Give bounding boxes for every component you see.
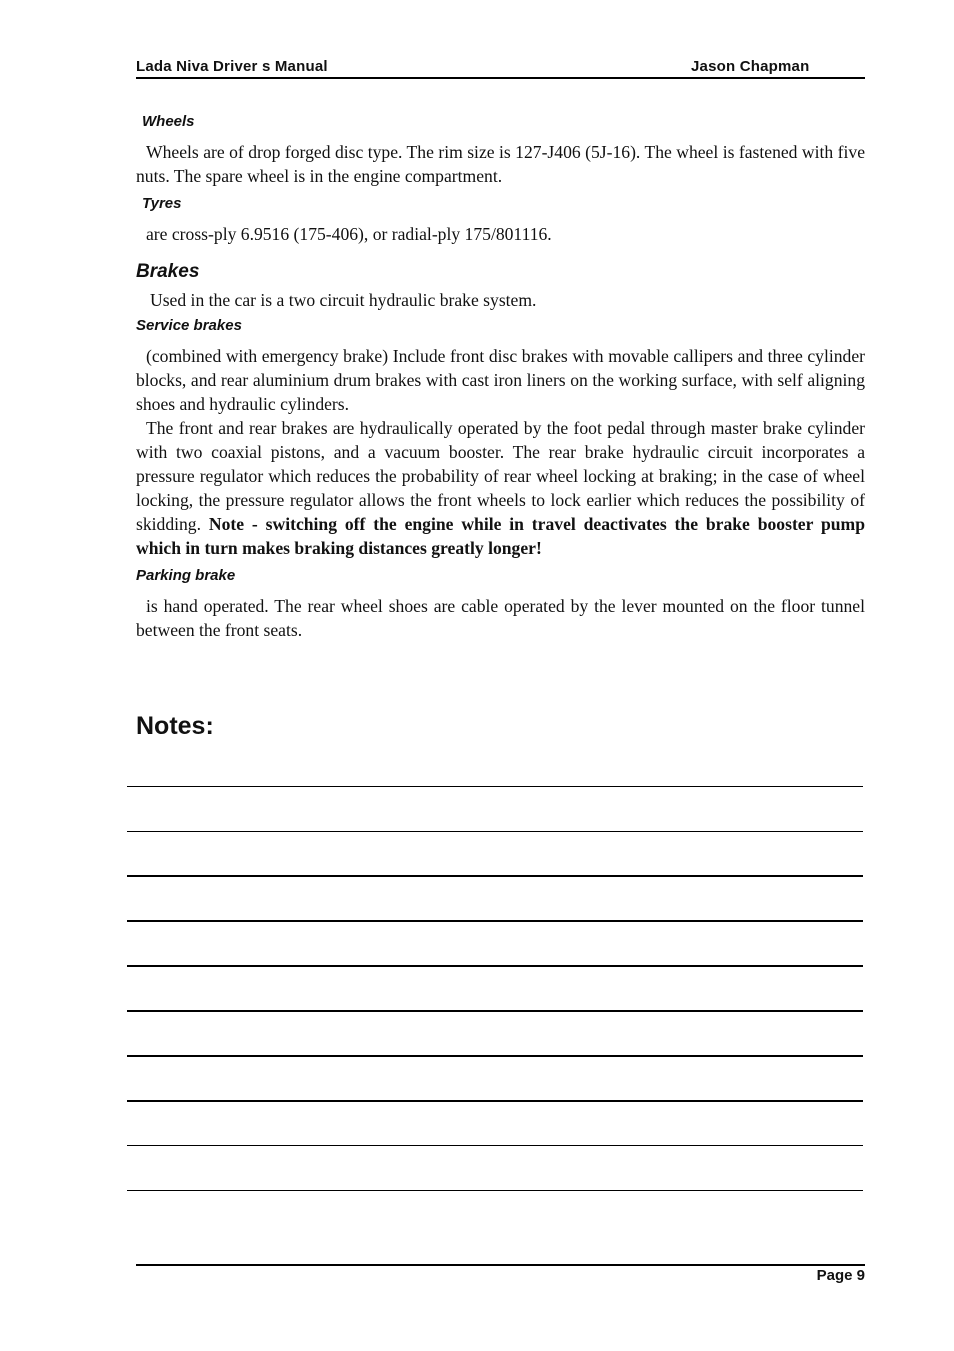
page-footer	[136, 1264, 865, 1284]
note-line	[127, 875, 863, 877]
note-line	[127, 1055, 863, 1057]
note-line	[127, 831, 863, 832]
manual-title: Lada Niva Driver s Manual	[136, 58, 328, 75]
brakes-text: Used in the car is a two circuit hydraulic brake system.	[150, 290, 537, 310]
brake-booster-note: Note - switching off the engine while in travel deactivates the brake booster pump which in turn makes braking distances greatly longer!	[136, 514, 865, 558]
note-line	[127, 786, 863, 787]
author-name: Jason Chapman	[691, 58, 810, 75]
service-brakes-para-1: (combined with emergency brake) Include front disc brakes with movable callipers and three cylinder blocks, and rear aluminium drum brakes with cast iron liners on the working surface, with self aligning shoes and hydraulic cylinders.	[136, 346, 865, 414]
brakes-heading: Brakes	[136, 261, 200, 282]
page-content	[136, 112, 865, 642]
page-header	[136, 57, 865, 79]
note-line	[127, 965, 863, 967]
parking-brake-text: is hand operated. The rear wheel shoes are cable operated by the lever mounted on the floor tunnel between the front seats.	[136, 596, 865, 640]
page-number: Page 9	[816, 1267, 865, 1284]
note-line	[127, 1145, 863, 1146]
wheels-text: Wheels are of drop forged disc type. The rim size is 127-J406 (5J-16). The wheel is fastened with five nuts. The spare wheel is in the engine compartment.	[136, 142, 865, 186]
note-line	[127, 1100, 863, 1102]
note-line	[127, 1190, 863, 1191]
tyres-text: are cross-ply 6.9516 (175-406), or radial-ply 175/801116.	[146, 224, 552, 244]
parking-brake-heading: Parking brake	[136, 567, 236, 584]
note-line	[127, 920, 863, 922]
service-brakes-heading: Service brakes	[136, 317, 242, 334]
tyres-heading: Tyres	[142, 195, 182, 212]
note-line	[127, 1010, 863, 1012]
wheels-heading: Wheels	[142, 113, 195, 130]
service-brakes-para-2-text: The front and rear brakes are hydraulically operated by the foot pedal through master brake cylinder with two coaxial pistons, and a vacuum booster. The rear brake hydraulic circuit incorporates a pressure regulator which reduces the probability of rear wheel locking at braking; in the case of wheel locking, the pressure regulator allows the front wheels to lock earlier which reduces the possibility of skidding.	[136, 418, 865, 534]
service-brakes-para-2	[136, 416, 865, 560]
notes-title: Notes:	[136, 712, 214, 740]
